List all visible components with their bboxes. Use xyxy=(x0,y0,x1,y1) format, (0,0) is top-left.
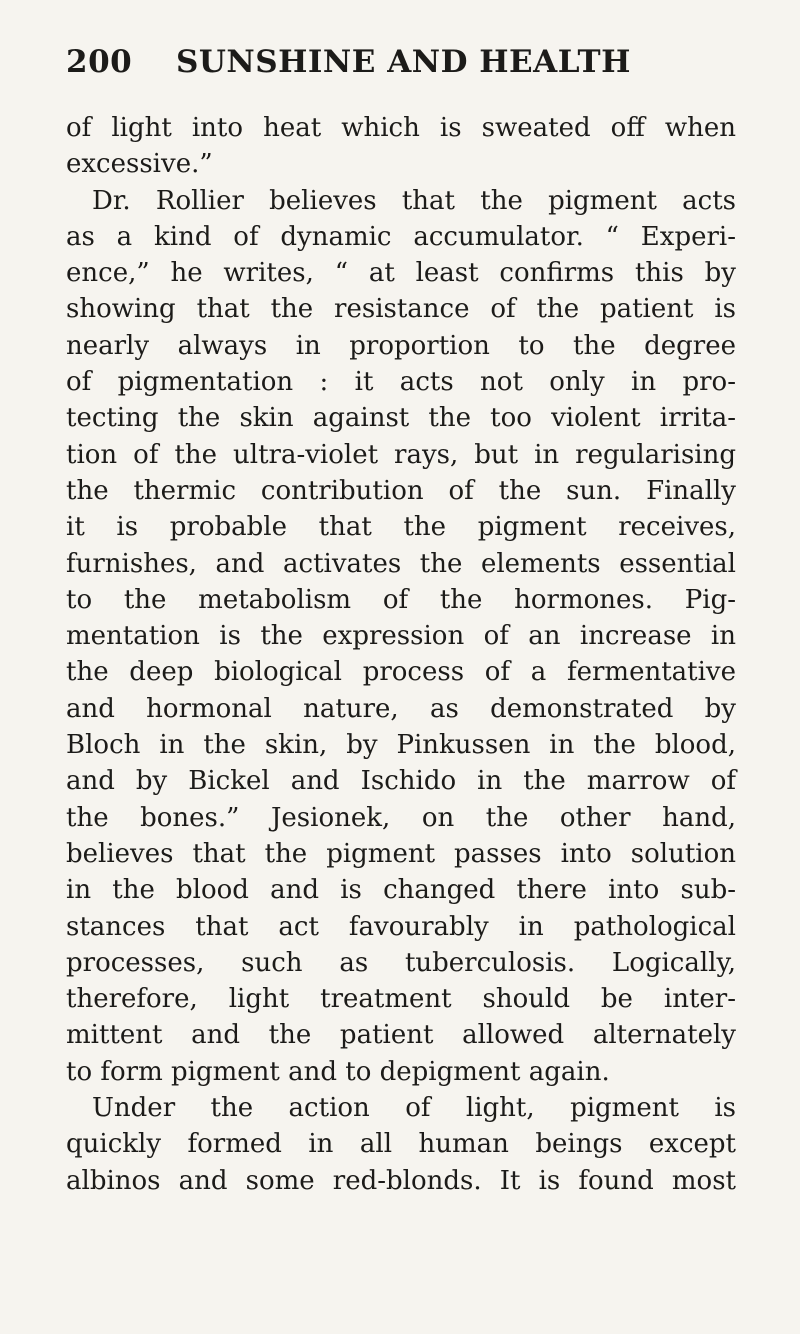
text-line: therefore, light treatment should be inter- xyxy=(66,984,736,1015)
running-header xyxy=(66,44,736,88)
text-line: furnishes, and activates the elements essential xyxy=(66,548,736,579)
page-number: 200 xyxy=(66,44,133,80)
text-line: in the blood and is changed there into sub- xyxy=(66,875,736,906)
text-line: of pigmentation : it acts not only in pro- xyxy=(66,367,736,398)
body-text xyxy=(66,110,736,1199)
text-line: believes that the pigment passes into solution xyxy=(66,838,736,869)
text-line: tion of the ultra-violet rays, but in regularising xyxy=(66,439,736,470)
text-line: it is probable that the pigment receives, xyxy=(66,512,736,543)
text-line: and hormonal nature, as demonstrated by xyxy=(66,693,736,724)
running-title: SUNSHINE AND HEALTH xyxy=(176,44,631,80)
text-line: showing that the resistance of the patient is xyxy=(66,294,736,325)
text-line: Under the action of light, pigment is xyxy=(92,1093,736,1124)
text-line: stances that act favourably in pathological xyxy=(66,911,736,942)
text-line: mittent and the patient allowed alternately xyxy=(66,1020,736,1051)
text-line: mentation is the expression of an increase in xyxy=(66,621,736,652)
text-line: excessive.” xyxy=(66,149,213,180)
text-line: albinos and some red-blonds. It is found most xyxy=(66,1165,736,1196)
text-line: Dr. Rollier believes that the pigment acts xyxy=(92,185,736,216)
text-line: and by Bickel and Ischido in the marrow of xyxy=(66,766,736,797)
text-line: tecting the skin against the too violent irrita- xyxy=(66,403,736,434)
text-line: to the metabolism of the hormones. Pig- xyxy=(66,584,736,615)
text-line: of light into heat which is sweated off when xyxy=(66,113,736,143)
text-line: the deep biological process of a fermentative xyxy=(66,657,736,688)
text-line: as a kind of dynamic accumulator. “ Experi- xyxy=(66,221,736,252)
text-line: Bloch in the skin, by Pinkussen in the blood, xyxy=(66,730,736,761)
text-line: processes, such as tuberculosis. Logically, xyxy=(66,947,736,978)
text-line: to form pigment and to depigment again. xyxy=(66,1056,610,1087)
text-line: quickly formed in all human beings except xyxy=(66,1129,736,1160)
text-line: ence,” he writes, “ at least confirms this by xyxy=(66,258,736,289)
text-line: the bones.” Jesionek, on the other hand, xyxy=(66,802,736,833)
text-line: nearly always in proportion to the degree xyxy=(66,330,736,361)
text-line: the thermic contribution of the sun. Finally xyxy=(66,475,736,506)
